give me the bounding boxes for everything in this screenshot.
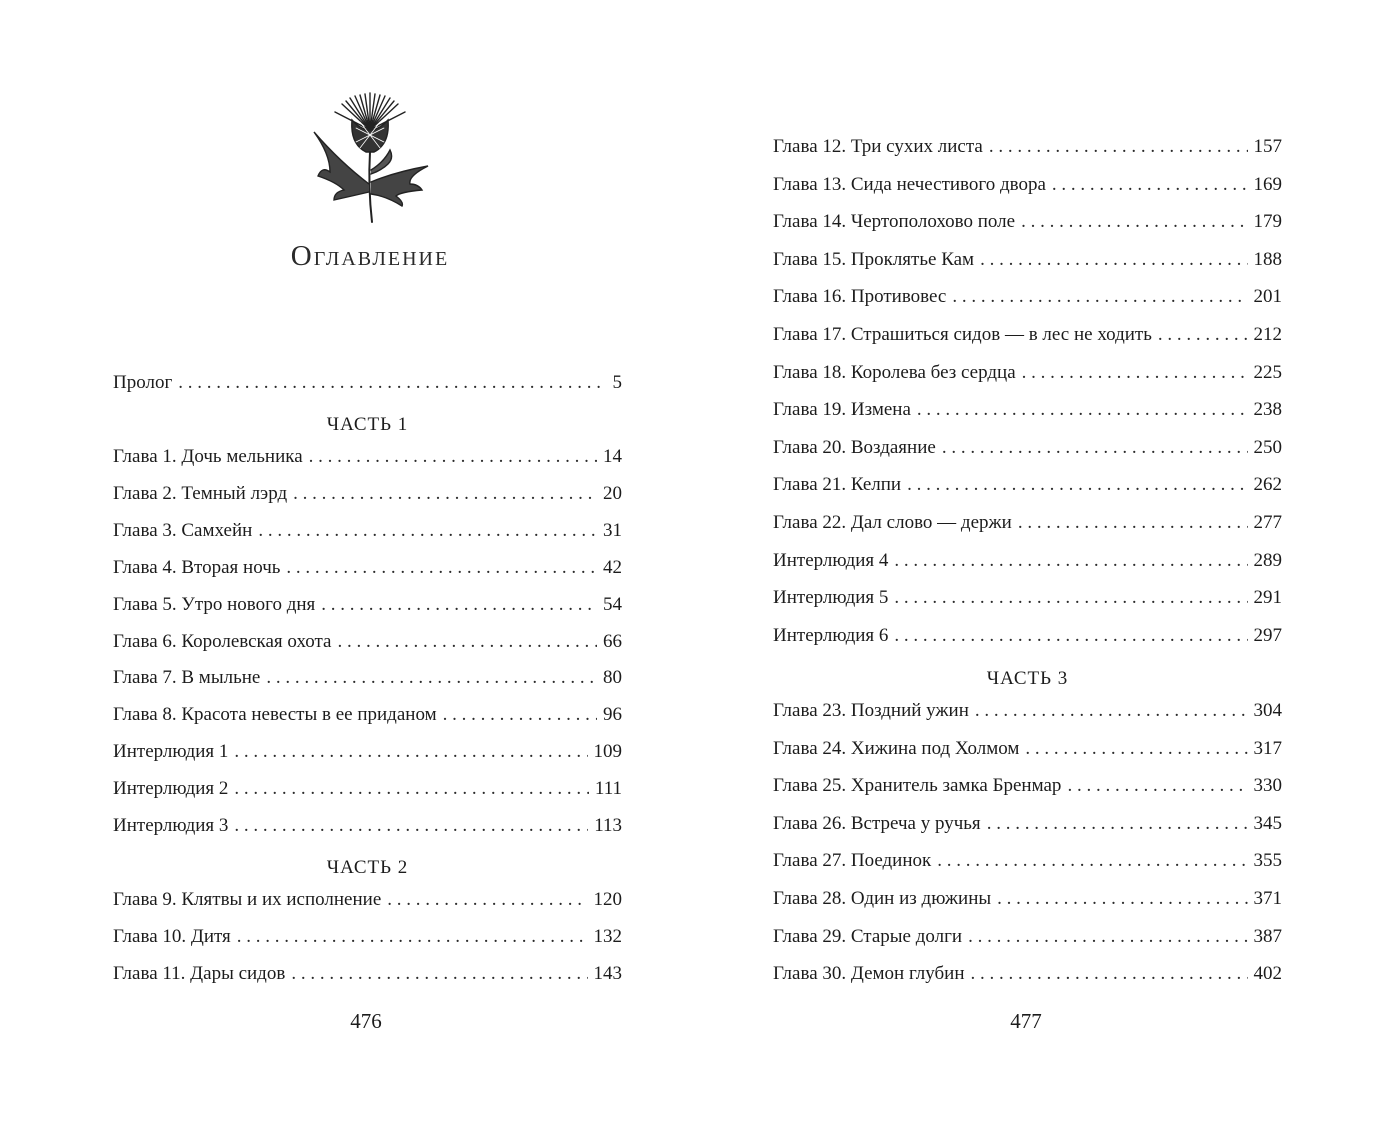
toc-entry[interactable] bbox=[773, 511, 1282, 535]
toc-entry[interactable] bbox=[113, 630, 622, 654]
toc-entry[interactable] bbox=[773, 737, 1282, 761]
toc-entry-page: 54 bbox=[603, 593, 622, 615]
dot-leader bbox=[942, 436, 1248, 460]
toc-entry-page: 179 bbox=[1253, 211, 1282, 233]
dot-leader bbox=[178, 371, 606, 395]
toc-entry-page: 371 bbox=[1253, 888, 1282, 909]
toc-entry[interactable] bbox=[113, 925, 622, 949]
toc-entry-label: Интерлюдия 4 bbox=[773, 549, 889, 571]
dot-leader bbox=[309, 445, 597, 469]
toc-entry-label: Глава 5. Утро нового дня bbox=[113, 593, 316, 615]
toc-entry-label: Глава 11. Дары сидов bbox=[113, 962, 286, 984]
toc-entry-page: 238 bbox=[1253, 399, 1282, 421]
right-page bbox=[697, 0, 1394, 1125]
dot-leader bbox=[968, 925, 1247, 949]
dot-leader bbox=[337, 630, 597, 654]
toc-entry-page: 14 bbox=[603, 446, 622, 467]
toc-entry-page: 355 bbox=[1253, 850, 1282, 872]
toc-entry-page: 20 bbox=[603, 482, 622, 504]
toc-entry-label: Глава 26. Встреча у ручья bbox=[773, 812, 981, 834]
dot-leader bbox=[1022, 361, 1248, 385]
toc-entry-label: Глава 8. Красота невесты в ее приданом bbox=[113, 704, 437, 726]
toc-entry-page: 317 bbox=[1253, 737, 1282, 759]
toc-entry[interactable] bbox=[773, 323, 1282, 347]
toc-entry-page: 157 bbox=[1253, 136, 1282, 157]
toc-entry-page: 250 bbox=[1253, 436, 1282, 458]
dot-leader bbox=[894, 549, 1247, 573]
toc-entry-page: 387 bbox=[1253, 925, 1282, 947]
toc-entry-label: Глава 19. Измена bbox=[773, 399, 911, 421]
toc-entry[interactable] bbox=[773, 473, 1282, 497]
dot-leader bbox=[237, 925, 588, 949]
toc-entry[interactable] bbox=[773, 962, 1282, 986]
toc-entry[interactable] bbox=[773, 549, 1282, 573]
page-title: Оглавление bbox=[290, 240, 450, 272]
dot-leader bbox=[293, 482, 597, 506]
toc-entry-page: 304 bbox=[1253, 700, 1282, 721]
dot-leader bbox=[952, 285, 1247, 309]
toc-entry-label: Глава 18. Королева без сердца bbox=[773, 361, 1016, 383]
dot-leader bbox=[1158, 323, 1248, 347]
toc-entry[interactable] bbox=[773, 887, 1282, 911]
toc-entry-page: 96 bbox=[603, 704, 622, 726]
page-number: 476 bbox=[350, 1009, 382, 1033]
toc-entry-label: Интерлюдия 5 bbox=[773, 587, 889, 609]
toc-entry-label: Глава 14. Чертополохово поле bbox=[773, 211, 1016, 233]
toc-entry[interactable] bbox=[773, 849, 1282, 873]
toc-entry-label: Глава 27. Поединок bbox=[773, 850, 932, 872]
dot-leader bbox=[975, 699, 1248, 723]
dot-leader bbox=[894, 624, 1247, 648]
dot-leader bbox=[286, 556, 597, 580]
dot-leader bbox=[1025, 737, 1247, 761]
toc-entry-label: Глава 23. Поздний ужин bbox=[773, 700, 969, 721]
toc-entry-page: 109 bbox=[593, 741, 622, 763]
toc-entry-label: Глава 9. Клятвы и их исполнение bbox=[113, 889, 382, 910]
toc-entry[interactable] bbox=[773, 285, 1282, 309]
toc-entry[interactable] bbox=[113, 445, 622, 469]
toc-entry-page: 402 bbox=[1253, 963, 1282, 985]
toc-entry-page: 201 bbox=[1253, 286, 1282, 308]
toc-entry-label: Глава 24. Хижина под Холмом bbox=[773, 737, 1020, 759]
toc-entry[interactable] bbox=[113, 740, 622, 764]
toc-entry-page: 120 bbox=[593, 889, 622, 910]
part-heading-3: ЧАСТЬ 3 bbox=[986, 668, 1069, 689]
toc-entry-label: Глава 15. Проклятье Кам bbox=[773, 248, 975, 270]
dot-leader bbox=[1021, 210, 1247, 234]
toc-entry[interactable] bbox=[113, 519, 622, 543]
dot-leader bbox=[917, 398, 1248, 422]
dot-leader bbox=[989, 135, 1248, 159]
dot-leader bbox=[1018, 511, 1248, 535]
dot-leader bbox=[291, 962, 587, 986]
toc-entry-page: 291 bbox=[1253, 587, 1282, 609]
toc-entry-page: 289 bbox=[1253, 549, 1282, 571]
toc-entry-page: 113 bbox=[594, 815, 622, 836]
dot-leader bbox=[894, 586, 1247, 610]
toc-entry-label: Глава 29. Старые долги bbox=[773, 925, 963, 947]
toc-entry-label: Интерлюдия 6 bbox=[773, 624, 889, 646]
dot-leader bbox=[907, 473, 1247, 497]
toc-entry[interactable] bbox=[113, 482, 622, 506]
dot-leader bbox=[234, 777, 588, 801]
toc-entry[interactable] bbox=[773, 398, 1282, 422]
toc-entry-page: 5 bbox=[612, 372, 622, 393]
toc-entry-label: Интерлюдия 3 bbox=[113, 815, 229, 836]
toc-entry-page: 212 bbox=[1253, 324, 1282, 345]
toc-entry[interactable] bbox=[113, 777, 622, 801]
toc-entry[interactable] bbox=[773, 210, 1282, 234]
dot-leader bbox=[971, 962, 1248, 986]
toc-entry-label: Глава 17. Страшиться сидов — в лес не ходить bbox=[773, 324, 1152, 345]
toc-entry-page: 80 bbox=[603, 667, 622, 689]
page-number: 477 bbox=[1010, 1009, 1042, 1033]
toc-entry-page: 31 bbox=[603, 519, 622, 541]
toc-entry[interactable] bbox=[773, 925, 1282, 949]
toc-entry[interactable] bbox=[773, 248, 1282, 272]
toc-entry-page: 225 bbox=[1253, 361, 1282, 383]
toc-entry-page: 111 bbox=[594, 778, 622, 800]
toc-entry[interactable] bbox=[773, 624, 1282, 648]
toc-entry-label: Глава 16. Противовес bbox=[773, 286, 947, 308]
toc-entry[interactable] bbox=[113, 556, 622, 580]
thistle-icon bbox=[300, 92, 440, 227]
toc-entry[interactable] bbox=[773, 135, 1282, 159]
toc-entry-page: 143 bbox=[593, 962, 622, 984]
dot-leader bbox=[980, 248, 1247, 272]
toc-entry-page: 66 bbox=[603, 630, 622, 652]
dot-leader bbox=[937, 849, 1247, 873]
toc-entry[interactable] bbox=[113, 888, 622, 912]
toc-entry-page: 132 bbox=[593, 925, 622, 947]
dot-leader bbox=[1067, 774, 1247, 798]
toc-entry-page: 262 bbox=[1253, 474, 1282, 496]
toc-entry-label: Интерлюдия 1 bbox=[113, 741, 229, 763]
toc-entry-label: Глава 1. Дочь мельника bbox=[113, 446, 303, 467]
dot-leader bbox=[987, 812, 1248, 836]
dot-leader bbox=[258, 519, 597, 543]
toc-entry-page: 42 bbox=[603, 556, 622, 578]
toc-entry-label: Глава 13. Сида нечестивого двора bbox=[773, 173, 1046, 195]
toc-entry-label: Глава 3. Самхейн bbox=[113, 519, 253, 541]
toc-entry[interactable] bbox=[113, 666, 622, 690]
toc-entry[interactable] bbox=[113, 703, 622, 727]
part-heading-2: ЧАСТЬ 2 bbox=[326, 857, 409, 878]
toc-entry-label: Глава 22. Дал слово — держи bbox=[773, 512, 1012, 533]
toc-entry-prologue[interactable] bbox=[113, 371, 622, 395]
dot-leader bbox=[997, 887, 1247, 911]
toc-entry[interactable] bbox=[773, 361, 1282, 385]
toc-entry-label: Глава 21. Келпи bbox=[773, 474, 902, 496]
dot-leader bbox=[321, 593, 597, 617]
toc-entry-label: Глава 12. Три сухих листа bbox=[773, 136, 983, 157]
toc-entry[interactable] bbox=[773, 812, 1282, 836]
toc-entry-label: Пролог bbox=[113, 372, 173, 393]
toc-entry-page: 188 bbox=[1253, 248, 1282, 270]
toc-entry-label: Глава 10. Дитя bbox=[113, 925, 231, 947]
part-heading-1: ЧАСТЬ 1 bbox=[326, 414, 409, 435]
toc-entry-label: Глава 20. Воздаяние bbox=[773, 436, 936, 458]
toc-entry-label: Глава 28. Один из дюжины bbox=[773, 888, 992, 909]
toc-entry-page: 277 bbox=[1253, 512, 1282, 533]
dot-leader bbox=[266, 666, 597, 690]
dot-leader bbox=[387, 888, 587, 912]
toc-entry-label: Глава 2. Темный лэрд bbox=[113, 482, 288, 504]
toc-entry[interactable] bbox=[773, 699, 1282, 723]
toc-entry[interactable] bbox=[773, 774, 1282, 798]
toc-entry-label: Глава 7. В мыльне bbox=[113, 667, 261, 689]
toc-entry[interactable] bbox=[773, 173, 1282, 197]
toc-entry-page: 297 bbox=[1253, 624, 1282, 646]
toc-entry[interactable] bbox=[773, 436, 1282, 460]
toc-entry[interactable] bbox=[113, 962, 622, 986]
dot-leader bbox=[443, 703, 597, 727]
toc-entry-label: Глава 25. Хранитель замка Бренмар bbox=[773, 775, 1062, 797]
toc-entry-label: Глава 30. Демон глубин bbox=[773, 963, 965, 985]
toc-entry-label: Глава 6. Королевская охота bbox=[113, 630, 332, 652]
toc-entry-page: 169 bbox=[1253, 173, 1282, 195]
toc-entry-page: 330 bbox=[1253, 775, 1282, 797]
toc-entry-label: Глава 4. Вторая ночь bbox=[113, 556, 281, 578]
toc-entry[interactable] bbox=[113, 814, 622, 838]
toc-entry-label: Интерлюдия 2 bbox=[113, 778, 229, 800]
toc-entry[interactable] bbox=[113, 593, 622, 617]
dot-leader bbox=[234, 740, 587, 764]
toc-entry-page: 345 bbox=[1253, 812, 1282, 834]
dot-leader bbox=[1052, 173, 1248, 197]
toc-entry[interactable] bbox=[773, 586, 1282, 610]
dot-leader bbox=[234, 814, 588, 838]
